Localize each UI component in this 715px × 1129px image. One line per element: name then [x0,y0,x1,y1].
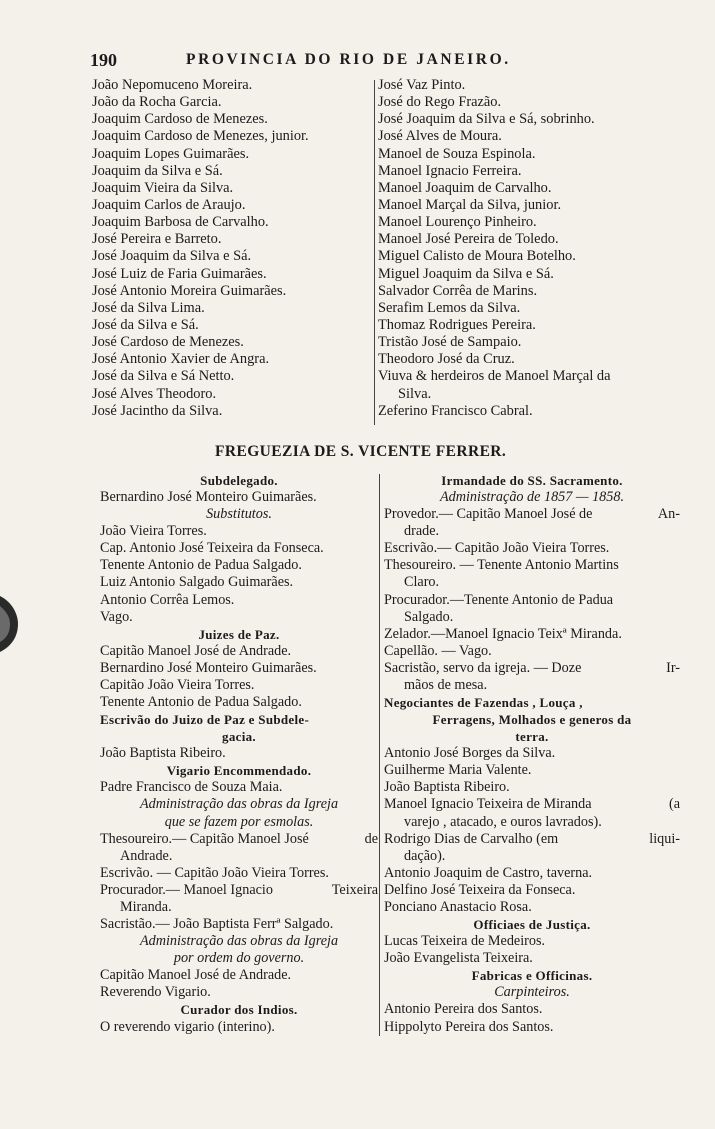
list-item: José da Silva e Sá Netto. [92,368,235,385]
list-item: Thesoureiro. — Tenente Antonio Martins [384,557,619,574]
section-heading: Irmandade do SS. Sacramento. [441,473,623,488]
list-item: Andrade. [120,847,173,864]
list-item: José Joaquim da Silva e Sá. [92,248,252,265]
list-item: João Evangelista Teixeira. [384,950,533,967]
list-item: Joaquim Cardoso de Menezes, junior. [92,128,309,145]
list-item: José Vaz Pinto. [378,77,466,93]
list-item-text: Manoel Ignacio Teixeira de Miranda [384,796,592,813]
list-item: José Antonio Xavier de Angra. [92,351,270,368]
list-item: Manoel de Souza Espinola. [378,145,536,162]
list-item: Manoel Joaquim de Carvalho. [378,179,552,196]
list-item: Joaquim Vieira da Silva. [92,179,234,196]
list-item: João Baptista Ribeiro. [384,779,510,796]
running-title: PROVINCIA DO RIO DE JANEIRO. [186,51,511,68]
list-item: José Alves Theodoro. [92,385,217,402]
column-divider [379,474,380,1036]
list-item [384,506,680,523]
list-item: Zelador.—Manoel Ignacio Teixª Miranda. [384,625,622,642]
list-item: Antonio Joaquim de Castro, taverna. [384,864,593,881]
top-list-left [92,77,372,420]
list-item: Manoel José Pereira de Toledo. [378,231,559,248]
list-item: Joaquim da Silva e Sá. [92,162,223,179]
list-item: José da Silva Lima. [92,299,205,316]
list-item: Escrivão.— Capitão João Vieira Torres. [384,540,610,557]
list-item: Hippolyto Pereira dos Santos. [384,1018,554,1035]
list-item: Joaquim Lopes Guimarães. [92,145,250,162]
list-item: Guilherme Maria Valente. [384,762,532,779]
list-item: José da Silva e Sá. [92,316,199,333]
list-item [384,831,680,848]
subheading: Administração das obras da Igreja [139,933,339,950]
list-item: O reverendo vigario (interino). [100,1018,275,1035]
list-item: Antonio Pereira dos Santos. [384,1001,543,1018]
list-item: Joaquim Barbosa de Carvalho. [92,214,269,231]
column-divider [374,80,375,425]
list-item [384,796,680,813]
list-item: João Vieira Torres. [100,523,207,540]
list-item-text: An- [657,506,680,523]
list-item [100,831,378,848]
list-item: José Jacintho da Silva. [92,402,223,419]
list-item: Miranda. [120,898,172,915]
list-item: Delfino José Teixeira da Fonseca. [384,881,576,898]
list-item: João da Rocha Garcia. [92,94,222,111]
list-item: Salgado. [404,608,454,625]
list-item: Serafim Lemos da Silva. [378,299,521,316]
list-item: Padre Francisco de Souza Maia. [100,779,283,796]
list-item: Capitão João Vieira Torres. [100,676,255,693]
list-item [384,660,680,677]
list-item: Joaquim Cardoso de Menezes. [92,111,268,128]
section-heading: Subdelegado. [200,473,278,488]
list-item: mãos de mesa. [404,676,488,693]
list-item: José Cardoso de Menezes. [92,334,244,351]
section-heading: Ferragens, Molhados e generos da [432,712,632,728]
list-item: drade. [404,523,440,540]
subheading: que se fazem por esmolas. [164,813,314,830]
list-item: Lucas Teixeira de Medeiros. [384,933,546,950]
page-number: 190 [90,50,117,70]
list-item: Capitão Manoel José de Andrade. [100,967,292,984]
list-item: Tenente Antonio de Padua Salgado. [100,557,302,574]
list-item: Reverendo Vigario. [100,984,211,1001]
list-item: Thomaz Rodrigues Pereira. [378,316,536,333]
section-heading: Vigario Encommendado. [166,763,312,779]
list-item-text: Procurador.— Manoel Ignacio [100,881,273,898]
list-item: Miguel Calisto de Moura Botelho. [378,248,576,265]
list-item: José Alves de Moura. [378,128,502,145]
section-heading: Curador dos Indios. [180,1002,298,1018]
list-item: Antonio Corrêa Lemos. [100,591,235,608]
list-item: Joaquim Carlos de Araujo. [92,196,246,213]
list-item-text: liqui- [649,830,680,847]
list-item: Sacristão.— João Baptista Ferrª Salgado. [100,916,334,933]
parish-right-column [384,472,680,1036]
section-heading: terra. [515,729,549,745]
list-item: Salvador Corrêa de Marins. [378,282,538,299]
section-heading: Juizes de Paz. [198,626,280,642]
list-item: João Baptista Ribeiro. [100,745,226,762]
page-header [90,50,610,72]
list-item: Procurador.—Tenente Antonio de Padua [384,591,614,608]
list-item: Bernardino José Monteiro Guimarães. [100,489,317,506]
list-item: Ponciano Anastacio Rosa. [384,898,532,915]
top-list-right [378,77,678,420]
section-heading: Negociantes de Fazendas , Louça , [384,695,583,711]
list-item-text: Teixeira [331,881,378,898]
list-item: Zeferino Francisco Cabral. [378,402,533,419]
list-item-text: Sacristão, servo da igreja. — Doze [384,659,582,676]
list-item: Vago. [100,608,133,625]
list-item: Manoel Ignacio Ferreira. [378,162,522,179]
section-heading: Escrivão do Juizo de Paz e Subdele- [100,712,310,728]
list-item: Miguel Joaquim da Silva e Sá. [378,265,554,282]
list-item: José Joaquim da Silva e Sá, sobrinho. [378,111,595,128]
subheading: por ordem do governo. [173,950,305,967]
parish-left-column [100,472,378,1036]
list-item: Viuva & herdeiros de Manoel Marçal da [378,368,611,385]
list-item: José Pereira e Barreto. [92,231,222,248]
list-item: Tenente Antonio de Padua Salgado. [100,694,302,711]
list-item: Antonio José Borges da Silva. [384,745,556,762]
subheading: Administração de 1857 — 1858. [439,489,625,506]
list-item: Theodoro José da Cruz. [378,351,515,368]
list-item-text: Ir- [666,659,680,676]
list-item-text: Provedor.— Capitão Manoel José de [384,506,593,523]
list-item-text: Rodrigo Dias de Carvalho (em [384,830,559,847]
list-item: Claro. [404,574,440,591]
list-item: Capellão. — Vago. [384,642,492,659]
list-item: João Nepomuceno Moreira. [92,77,253,93]
section-title: FREGUEZIA DE S. VICENTE FERRER. [215,443,507,460]
section-heading: Officiaes de Justiça. [473,917,591,933]
section-heading: Fabricas e Officinas. [471,968,593,984]
list-item: Escrivão. — Capitão João Vieira Torres. [100,864,329,881]
subheading: Carpinteiros. [494,984,570,1001]
section-heading: gacia. [222,729,256,745]
subheading: Administração das obras da Igreja [139,796,339,813]
subheading: Substitutos. [206,506,272,523]
list-item: José do Rego Frazão. [378,94,502,111]
list-item: Bernardino José Monteiro Guimarães. [100,659,317,676]
page-edge-mark [0,592,20,656]
list-item [100,882,378,899]
list-item: Silva. [398,385,432,402]
list-item: varejo , atacado, e ouros lavrados). [404,813,602,830]
list-item: José Antonio Moreira Guimarães. [92,282,287,299]
list-item-text: (a [668,796,680,813]
list-item: Manoel Lourenço Pinheiro. [378,214,537,231]
list-item: Cap. Antonio José Teixeira da Fonseca. [100,540,324,557]
list-item: dação). [404,847,446,864]
list-item: Capitão Manoel José de Andrade. [100,642,292,659]
list-item: Luiz Antonio Salgado Guimarães. [100,574,294,591]
list-item: Manoel Marçal da Silva, junior. [378,196,562,213]
list-item-text: de [364,830,378,847]
list-item-text: Thesoureiro.— Capitão Manoel José [100,830,309,847]
list-item: Tristão José de Sampaio. [378,334,522,351]
list-item: José Luiz de Faria Guimarães. [92,265,267,282]
